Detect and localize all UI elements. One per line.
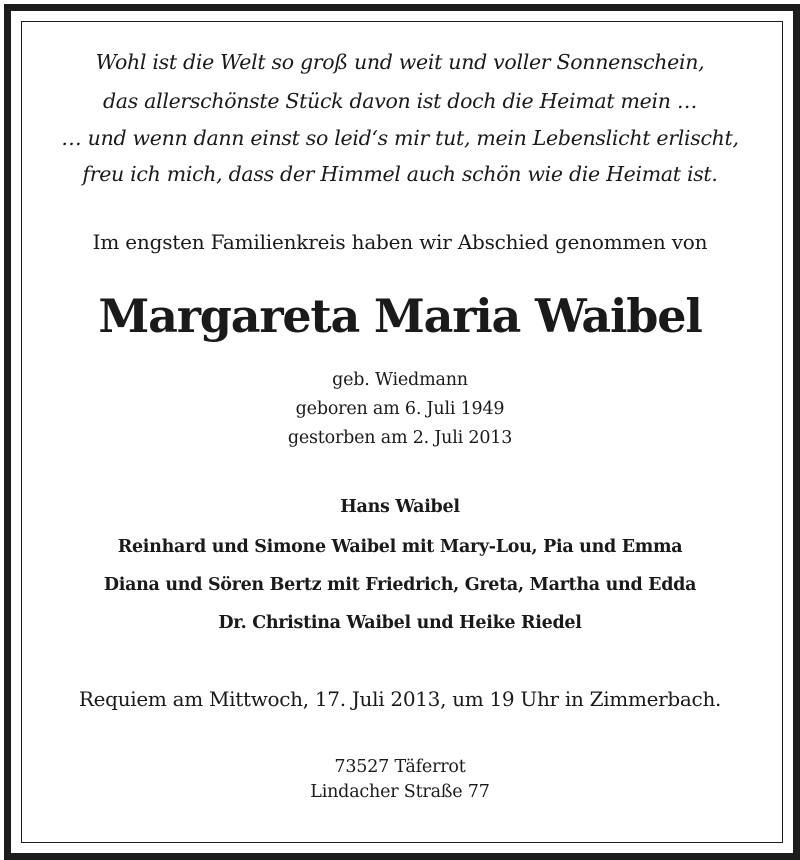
poem-line: Wohl ist die Welt so groß und weit und voller Sonnenschein, — [95, 50, 705, 74]
mourner-line: Hans Waibel — [340, 497, 460, 517]
poem-line: freu ich mich, dass der Himmel auch schön wie die Heimat ist. — [82, 162, 718, 186]
death-date: gestorben am 2. Juli 2013 — [287, 428, 513, 448]
maiden-name: geb. Wiedmann — [332, 370, 468, 390]
mourner-line: Reinhard und Simone Waibel mit Mary-Lou, Pia und Emma — [117, 537, 683, 557]
mourner-line: Diana und Sören Bertz mit Friedrich, Greta, Martha und Edda — [103, 575, 697, 595]
deceased-name: Margareta Maria Waibel — [98, 289, 702, 343]
mourner-line: Dr. Christina Waibel und Heike Riedel — [218, 613, 582, 633]
birth-date: geboren am 6. Juli 1949 — [295, 399, 505, 419]
poem-line: das allerschönste Stück davon ist doch die Heimat mein … — [102, 89, 698, 113]
intro-text: Im engsten Familienkreis haben wir Abschied genommen von — [92, 230, 708, 254]
poem-line: … und wenn dann einst so leid‘s mir tut, mein Lebenslicht erlischt, — [61, 126, 739, 150]
address-street: Lindacher Straße 77 — [310, 782, 490, 802]
address-city: 73527 Täferrot — [334, 757, 466, 777]
requiem-info: Requiem am Mittwoch, 17. Juli 2013, um 19 Uhr in Zimmerbach. — [78, 687, 722, 711]
